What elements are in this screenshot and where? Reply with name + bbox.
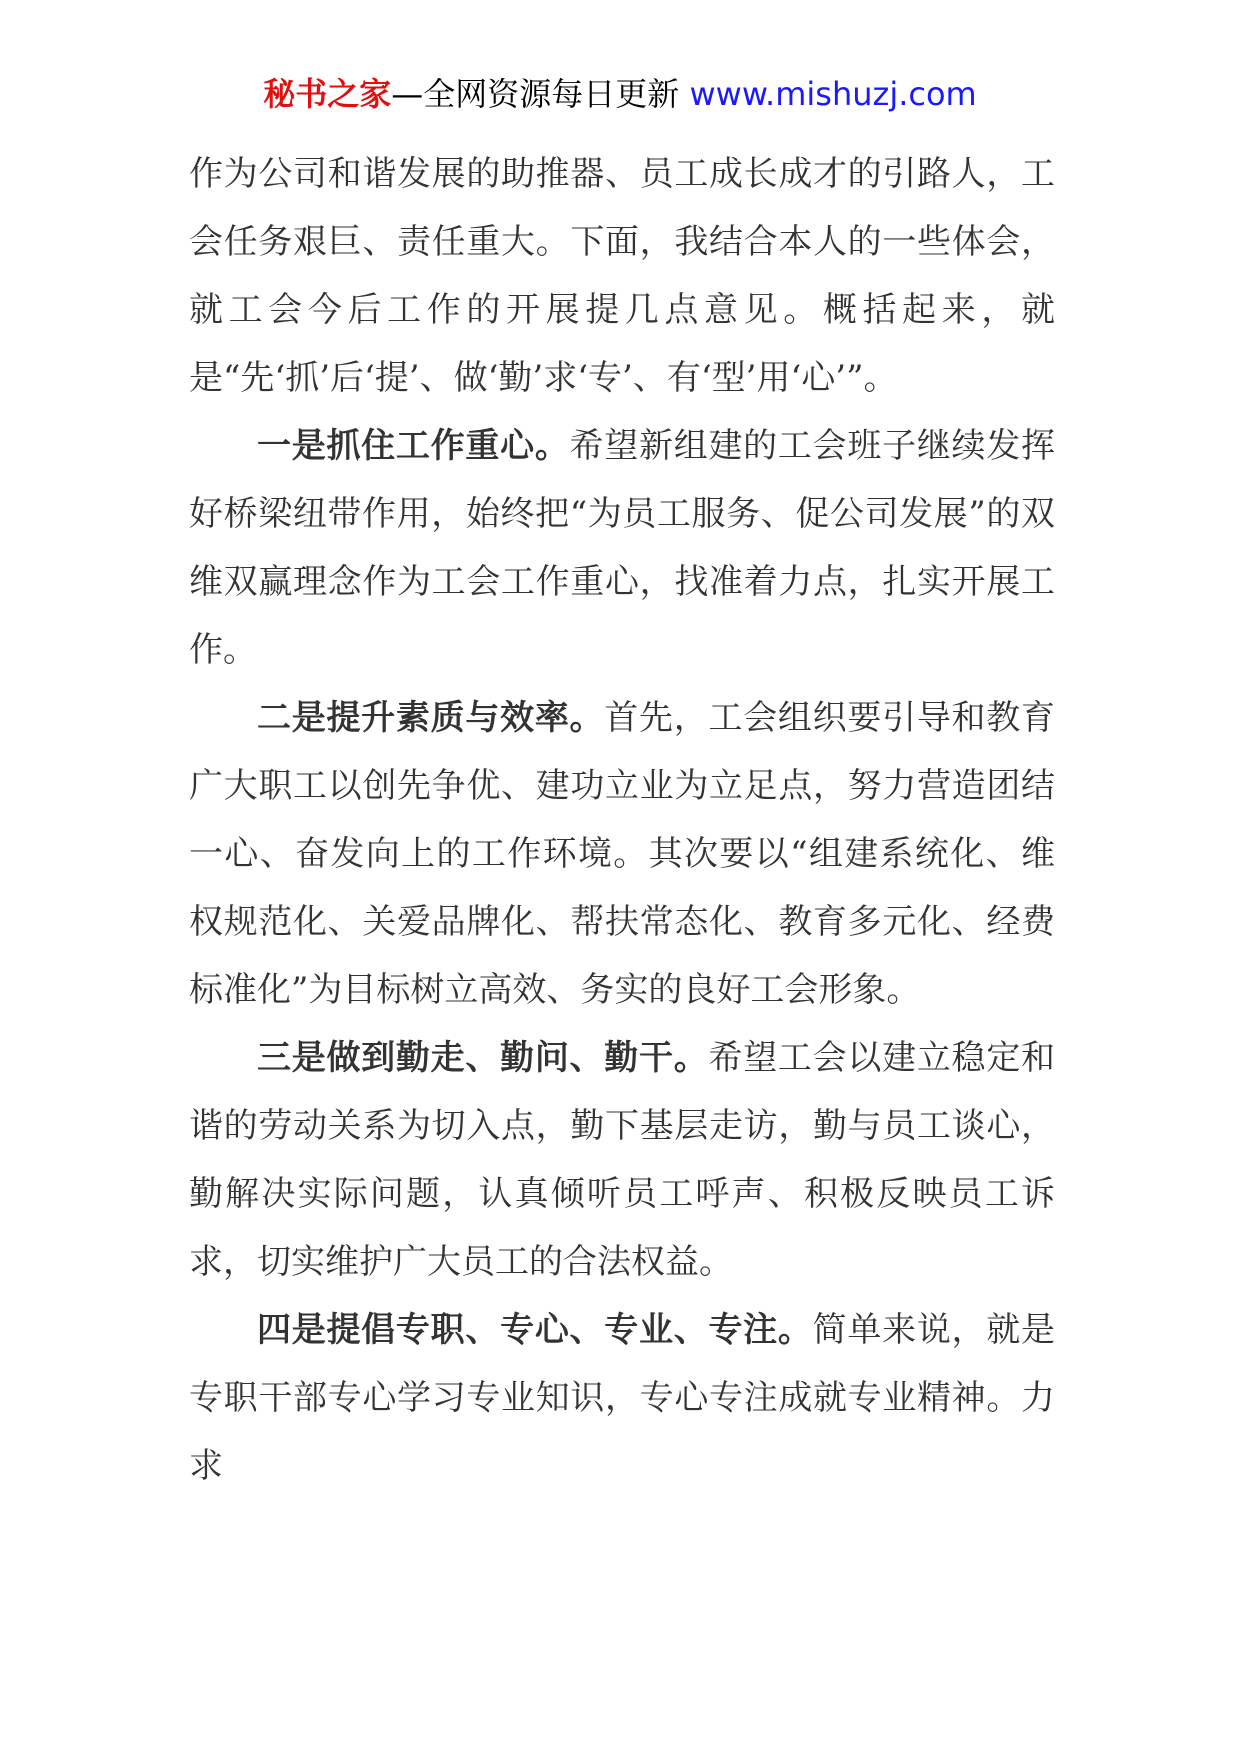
point-paragraph-2 — [189, 684, 1055, 1024]
point-heading: 三是做到勤走、勤问、勤干。 — [257, 1038, 709, 1078]
point-text: 希望工会以建立稳定和谐的劳动关系为切入点，勤下基层走访，勤与员工谈心，勤解决实际问题，认真倾听员工呼声、积极反映员工诉求，切实维护广大员工的合法权益。 — [189, 1038, 1056, 1282]
point-text: 简单来说，就是专职干部专心学习专业知识，专心专注成就专业精神。力求 — [189, 1310, 1056, 1486]
point-text: 首先，工会组织要引导和教育广大职工以创先争优、建功立业为立足点，努力营造团结一心、奋发向上的工作环境。其次要以“组建系统化、维权规范化、关爱品牌化、帮扶常态化、教育多元化、经费标准化”为目标树立高效、务实的良好工会形象。 — [189, 698, 1056, 1010]
point-paragraph-4 — [189, 1296, 1055, 1500]
point-heading: 二是提升素质与效率。 — [257, 698, 605, 738]
point-text: 希望新组建的工会班子继续发挥好桥梁纽带作用，始终把“为员工服务、促公司发展”的双维双赢理念作为工会工作重心，找准着力点，扎实开展工作。 — [189, 426, 1056, 670]
website-link[interactable]: www.mishuzj.com — [689, 75, 977, 113]
point-heading: 四是提倡专职、专心、专业、专注。 — [257, 1310, 813, 1350]
point-paragraph-1 — [189, 412, 1055, 684]
point-heading: 一是抓住工作重心。 — [257, 426, 570, 466]
brand-name: 秘书之家 — [263, 75, 392, 113]
point-paragraph-3 — [189, 1024, 1055, 1296]
header-slogan: —全网资源每日更新 — [391, 75, 690, 113]
document-body — [189, 140, 1055, 1500]
page-header — [0, 72, 1240, 116]
intro-paragraph: 作为公司和谐发展的助推器、员工成长成才的引路人，工会任务艰巨、责任重大。下面，我结合本人的一些体会，就工会今后工作的开展提几点意见。概括起来，就是“先‘抓’后‘提’、做‘勤’求‘专’、有‘型’用‘心’”。 — [189, 154, 1055, 398]
